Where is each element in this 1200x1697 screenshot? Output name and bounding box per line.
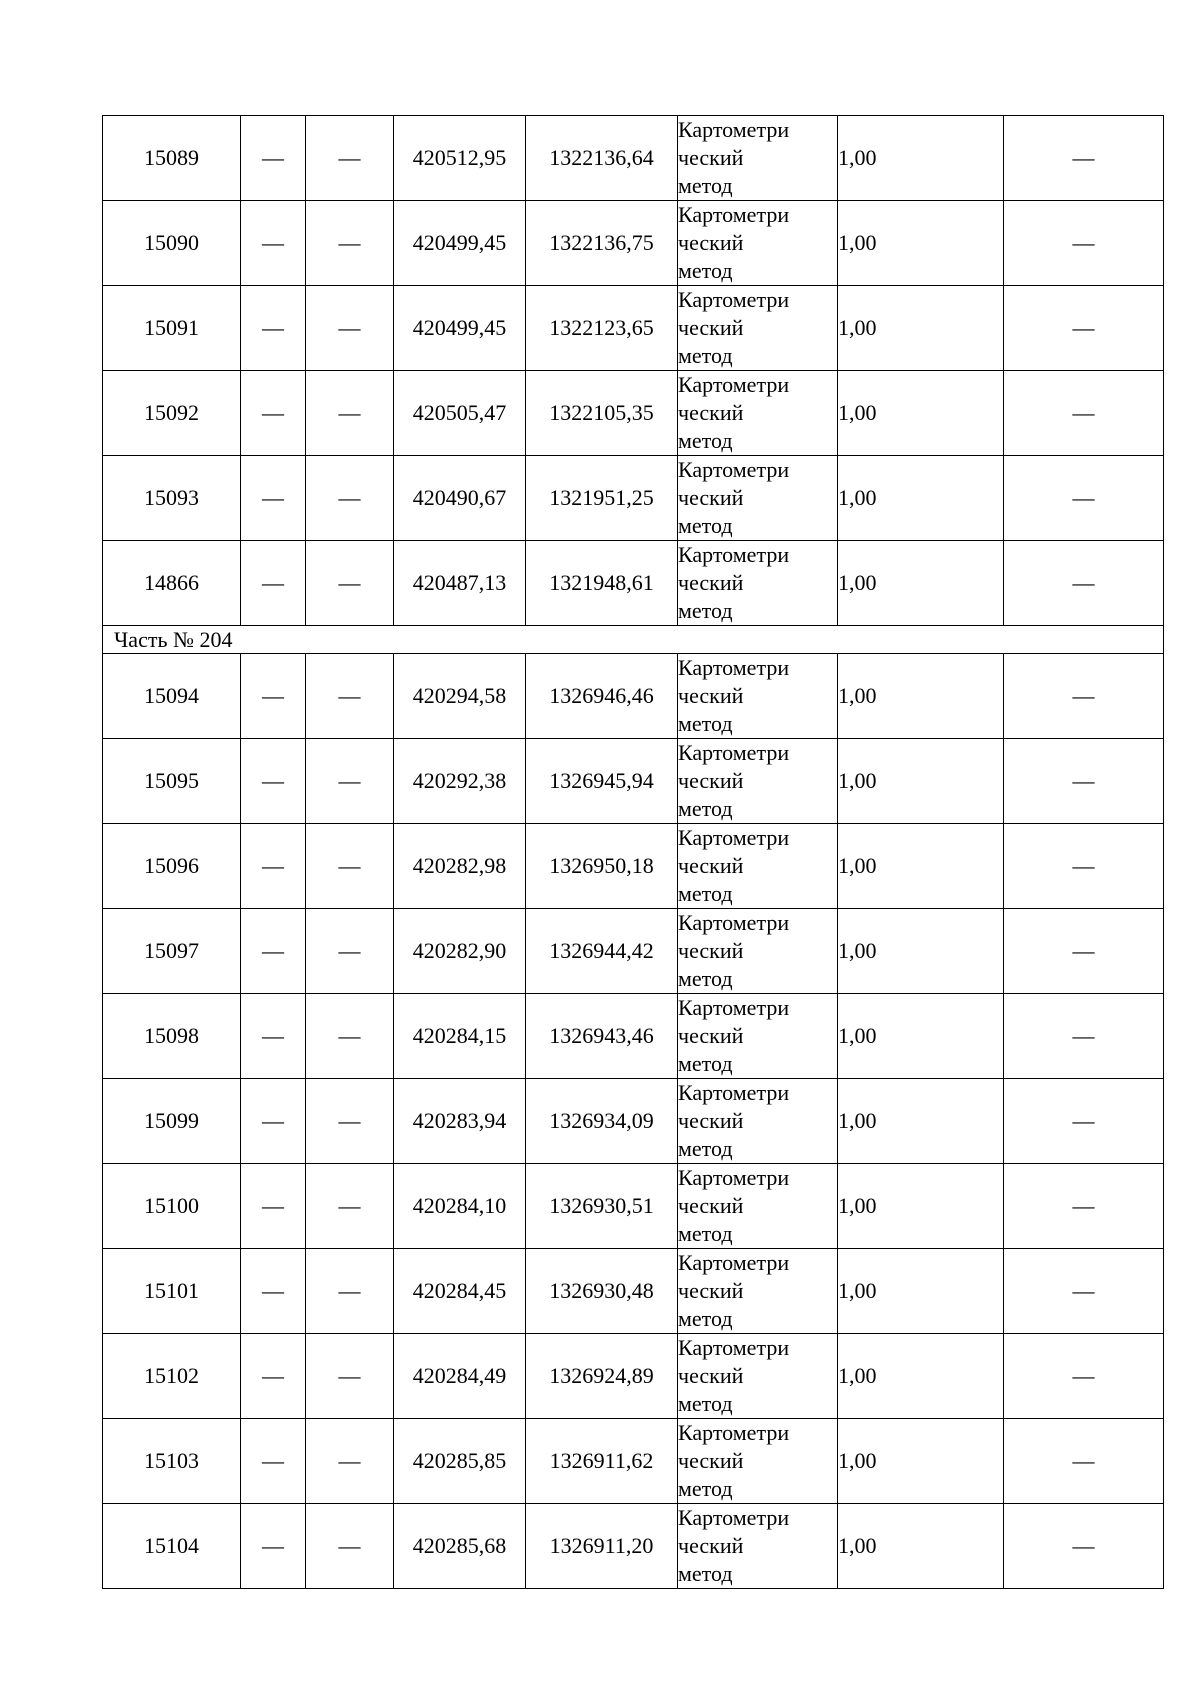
method-text-line: Картометри [678,1165,790,1190]
coordinate-x-cell: 420284,10 [394,1164,526,1249]
empty-dash-cell: — [1004,1419,1164,1504]
coordinate-x-cell: 420283,94 [394,1079,526,1164]
accuracy-cell: 1,00 [838,1164,1004,1249]
method-text-line: ческий [678,1363,744,1388]
coordinate-y-cell: 1326934,09 [526,1079,678,1164]
empty-dash-cell: — [306,909,394,994]
empty-dash-cell: — [306,994,394,1079]
coordinate-x-cell: 420499,45 [394,201,526,286]
table-row [103,1334,1164,1419]
accuracy-cell: 1,00 [838,116,1004,201]
point-number-cell: 15096 [103,824,241,909]
empty-dash-cell: — [306,1079,394,1164]
coordinate-y-cell: 1326930,51 [526,1164,678,1249]
accuracy-cell: 1,00 [838,201,1004,286]
empty-dash-cell: — [1004,909,1164,994]
coordinate-x-cell: 420499,45 [394,286,526,371]
accuracy-cell: 1,00 [838,1504,1004,1589]
empty-dash-cell: — [1004,994,1164,1079]
method-text-line: ческий [678,938,744,963]
table-row [103,739,1164,824]
method-cell [678,909,838,994]
empty-dash-cell: — [241,371,306,456]
empty-dash-cell: — [306,371,394,456]
coordinate-y-cell: 1321948,61 [526,541,678,626]
coordinate-x-cell: 420505,47 [394,371,526,456]
accuracy-cell: 1,00 [838,1334,1004,1419]
point-number-cell: 15093 [103,456,241,541]
point-number-cell: 15090 [103,201,241,286]
method-text-line: ческий [678,230,744,255]
empty-dash-cell: — [241,1079,306,1164]
coordinate-y-cell: 1326930,48 [526,1249,678,1334]
coordinate-y-cell: 1321951,25 [526,456,678,541]
empty-dash-cell: — [1004,1504,1164,1589]
point-number-cell: 15097 [103,909,241,994]
method-text-line: ческий [678,145,744,170]
method-text-line: ческий [678,1023,744,1048]
point-number-cell: 15092 [103,371,241,456]
point-number-cell: 15100 [103,1164,241,1249]
table-body [103,116,1164,1589]
method-text-line: Картометри [678,825,790,850]
coordinate-y-cell: 1326911,20 [526,1504,678,1589]
method-text-line: Картометри [678,542,790,567]
point-number-cell: 14866 [103,541,241,626]
method-text-line: метод [678,1051,733,1076]
empty-dash-cell: — [1004,1334,1164,1419]
empty-dash-cell: — [1004,824,1164,909]
table-row [103,909,1164,994]
empty-dash-cell: — [1004,286,1164,371]
coordinate-y-cell: 1326946,46 [526,654,678,739]
empty-dash-cell: — [306,1334,394,1419]
empty-dash-cell: — [306,824,394,909]
accuracy-cell: 1,00 [838,994,1004,1079]
empty-dash-cell: — [306,286,394,371]
empty-dash-cell: — [306,654,394,739]
accuracy-cell: 1,00 [838,1249,1004,1334]
empty-dash-cell: — [241,1504,306,1589]
empty-dash-cell: — [306,201,394,286]
method-text-line: ческий [678,1448,744,1473]
method-text-line: метод [678,428,733,453]
empty-dash-cell: — [241,1334,306,1419]
method-text-line: Картометри [678,457,790,482]
accuracy-cell: 1,00 [838,286,1004,371]
point-number-cell: 15098 [103,994,241,1079]
part-header-row [103,626,1164,654]
method-text-line: Картометри [678,1250,790,1275]
method-text-line: метод [678,598,733,623]
empty-dash-cell: — [1004,456,1164,541]
method-text-line: метод [678,1136,733,1161]
method-text-line: метод [678,1476,733,1501]
method-text-line: ческий [678,768,744,793]
method-text-line: Картометри [678,910,790,935]
method-text-line: метод [678,1561,733,1586]
method-text-line: метод [678,513,733,538]
empty-dash-cell: — [241,116,306,201]
method-text-line: ческий [678,1193,744,1218]
coordinate-y-cell: 1326943,46 [526,994,678,1079]
empty-dash-cell: — [1004,116,1164,201]
point-number-cell: 15094 [103,654,241,739]
method-cell [678,541,838,626]
method-text-line: ческий [678,315,744,340]
method-text-line: Картометри [678,202,790,227]
method-cell [678,1079,838,1164]
method-text-line: ческий [678,1278,744,1303]
table-row [103,1504,1164,1589]
empty-dash-cell: — [1004,371,1164,456]
table-row [103,994,1164,1079]
empty-dash-cell: — [1004,541,1164,626]
coordinate-y-cell: 1322123,65 [526,286,678,371]
coordinate-y-cell: 1326950,18 [526,824,678,909]
accuracy-cell: 1,00 [838,371,1004,456]
point-number-cell: 15095 [103,739,241,824]
accuracy-cell: 1,00 [838,824,1004,909]
method-cell [678,739,838,824]
method-text-line: метод [678,711,733,736]
method-text-line: ческий [678,1533,744,1558]
method-cell [678,1504,838,1589]
method-text-line: ческий [678,1108,744,1133]
method-cell [678,456,838,541]
empty-dash-cell: — [306,1249,394,1334]
method-text-line: метод [678,173,733,198]
method-text-line: Картометри [678,117,790,142]
coordinate-y-cell: 1326945,94 [526,739,678,824]
coordinate-y-cell: 1326924,89 [526,1334,678,1419]
empty-dash-cell: — [306,1419,394,1504]
empty-dash-cell: — [241,1419,306,1504]
coordinate-x-cell: 420294,58 [394,654,526,739]
method-text-line: метод [678,966,733,991]
coordinate-y-cell: 1322105,35 [526,371,678,456]
coordinate-x-cell: 420490,67 [394,456,526,541]
coordinate-x-cell: 420285,68 [394,1504,526,1589]
point-number-cell: 15089 [103,116,241,201]
empty-dash-cell: — [241,994,306,1079]
empty-dash-cell: — [241,1164,306,1249]
empty-dash-cell: — [241,824,306,909]
empty-dash-cell: — [306,541,394,626]
table-row [103,1419,1164,1504]
empty-dash-cell: — [306,456,394,541]
table-row [103,824,1164,909]
table-row [103,286,1164,371]
empty-dash-cell: — [1004,201,1164,286]
empty-dash-cell: — [241,909,306,994]
empty-dash-cell: — [241,201,306,286]
method-text-line: метод [678,1221,733,1246]
table-row [103,371,1164,456]
empty-dash-cell: — [1004,1164,1164,1249]
point-number-cell: 15102 [103,1334,241,1419]
accuracy-cell: 1,00 [838,1079,1004,1164]
point-number-cell: 15091 [103,286,241,371]
empty-dash-cell: — [306,1504,394,1589]
method-cell [678,1249,838,1334]
method-text-line: Картометри [678,287,790,312]
empty-dash-cell: — [306,1164,394,1249]
empty-dash-cell: — [1004,739,1164,824]
method-text-line: ческий [678,853,744,878]
coordinate-x-cell: 420284,15 [394,994,526,1079]
coordinate-y-cell: 1326911,62 [526,1419,678,1504]
method-cell [678,201,838,286]
method-text-line: метод [678,1306,733,1331]
method-text-line: метод [678,796,733,821]
coordinate-x-cell: 420282,98 [394,824,526,909]
table-row [103,1079,1164,1164]
empty-dash-cell: — [1004,654,1164,739]
coordinate-x-cell: 420292,38 [394,739,526,824]
table-row [103,654,1164,739]
table-row [103,1164,1164,1249]
accuracy-cell: 1,00 [838,909,1004,994]
empty-dash-cell: — [241,739,306,824]
accuracy-cell: 1,00 [838,1419,1004,1504]
table-row [103,456,1164,541]
empty-dash-cell: — [241,286,306,371]
coordinate-x-cell: 420284,45 [394,1249,526,1334]
empty-dash-cell: — [241,1249,306,1334]
method-text-line: Картометри [678,1420,790,1445]
coordinate-y-cell: 1322136,75 [526,201,678,286]
coordinate-y-cell: 1326944,42 [526,909,678,994]
empty-dash-cell: — [241,456,306,541]
point-number-cell: 15103 [103,1419,241,1504]
coordinate-x-cell: 420285,85 [394,1419,526,1504]
method-text-line: метод [678,258,733,283]
coordinate-y-cell: 1322136,64 [526,116,678,201]
method-cell [678,1419,838,1504]
point-number-cell: 15101 [103,1249,241,1334]
table-row [103,541,1164,626]
method-text-line: ческий [678,683,744,708]
empty-dash-cell: — [306,116,394,201]
empty-dash-cell: — [306,739,394,824]
method-cell [678,116,838,201]
point-number-cell: 15099 [103,1079,241,1164]
coordinate-x-cell: 420284,49 [394,1334,526,1419]
method-text-line: Картометри [678,1335,790,1360]
table-row [103,116,1164,201]
accuracy-cell: 1,00 [838,456,1004,541]
empty-dash-cell: — [241,654,306,739]
part-label: Часть № 204 [103,626,1164,654]
empty-dash-cell: — [1004,1079,1164,1164]
method-cell [678,1334,838,1419]
method-text-line: ческий [678,570,744,595]
table-row [103,1249,1164,1334]
table-row [103,201,1164,286]
accuracy-cell: 1,00 [838,739,1004,824]
method-text-line: метод [678,881,733,906]
method-text-line: метод [678,1391,733,1416]
method-cell [678,994,838,1079]
accuracy-cell: 1,00 [838,541,1004,626]
coordinates-table [102,115,1164,1589]
method-text-line: Картометри [678,995,790,1020]
method-cell [678,824,838,909]
method-text-line: Картометри [678,740,790,765]
coordinate-x-cell: 420512,95 [394,116,526,201]
method-text-line: Картометри [678,655,790,680]
method-cell [678,371,838,456]
method-cell [678,1164,838,1249]
method-cell [678,654,838,739]
coordinate-x-cell: 420282,90 [394,909,526,994]
method-text-line: ческий [678,485,744,510]
method-text-line: метод [678,343,733,368]
method-text-line: ческий [678,400,744,425]
point-number-cell: 15104 [103,1504,241,1589]
coordinate-x-cell: 420487,13 [394,541,526,626]
method-text-line: Картометри [678,1080,790,1105]
empty-dash-cell: — [241,541,306,626]
method-text-line: Картометри [678,372,790,397]
empty-dash-cell: — [1004,1249,1164,1334]
method-text-line: Картометри [678,1505,790,1530]
accuracy-cell: 1,00 [838,654,1004,739]
method-cell [678,286,838,371]
